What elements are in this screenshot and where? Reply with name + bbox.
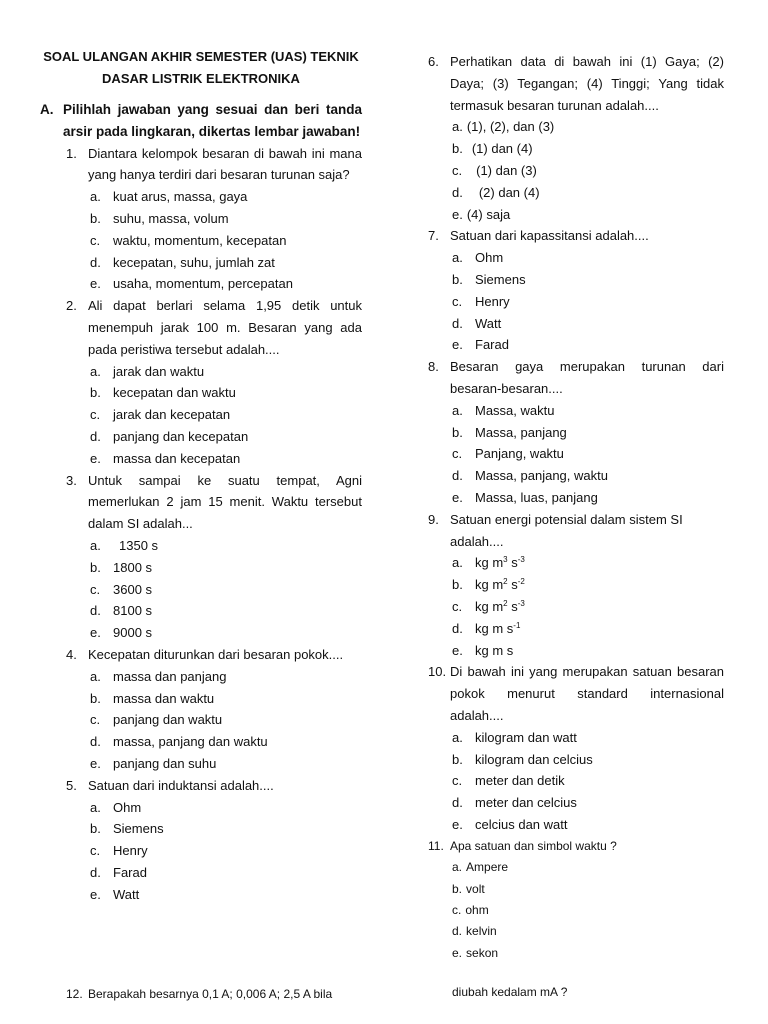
option-text: (4) saja	[466, 206, 511, 222]
option-c	[40, 840, 362, 862]
question-1-options	[40, 186, 362, 295]
title-line-2: DASAR LISTRIK ELEKTRONIKA	[102, 71, 300, 86]
option-letter: d.	[452, 924, 463, 939]
option-b	[428, 138, 724, 160]
option-d	[428, 313, 724, 335]
exponent: -2	[517, 577, 525, 587]
question-4	[40, 644, 362, 666]
option-text: kuat arus, massa, gaya	[113, 189, 248, 205]
unit-base: s	[507, 555, 518, 571]
option-letter: c.	[90, 712, 101, 728]
option-letter: b.	[452, 141, 463, 157]
option-text: panjang dan kecepatan	[113, 428, 249, 444]
option-c	[428, 596, 724, 618]
option-letter: d.	[90, 864, 101, 880]
option-d	[428, 921, 724, 942]
option-e	[40, 884, 362, 906]
question-3-options	[40, 535, 362, 644]
option-letter: a.	[452, 860, 463, 875]
option-b	[428, 749, 724, 771]
option-b	[40, 557, 362, 579]
option-c	[428, 770, 724, 792]
question-text: Satuan energi potensial dalam sistem SI adalah....	[450, 511, 683, 549]
option-a	[428, 552, 724, 574]
option-e	[40, 448, 362, 470]
exponent: -3	[517, 598, 525, 608]
option-text	[475, 574, 724, 596]
question-1	[40, 143, 362, 187]
question-2	[40, 295, 362, 360]
option-a	[40, 361, 362, 383]
question-12-continuation: diubah kedalam mA ?	[452, 985, 568, 999]
option-e	[428, 814, 724, 836]
option-letter: e.	[90, 755, 101, 771]
question-text: Satuan dari induktansi adalah....	[88, 777, 274, 793]
option-letter: e.	[90, 625, 101, 641]
option-a	[40, 535, 362, 557]
option-b	[40, 382, 362, 404]
exponent: -1	[513, 620, 521, 630]
option-letter: b.	[452, 577, 463, 593]
option-text: volt	[466, 881, 485, 896]
option-text: kilogram dan watt	[475, 729, 577, 745]
option-text: Massa, panjang	[475, 424, 567, 440]
option-d	[40, 600, 362, 622]
option-c	[40, 709, 362, 731]
question-12	[66, 984, 366, 1006]
question-number: 7.	[428, 228, 439, 244]
option-text: Ampere	[466, 860, 509, 875]
option-letter: d.	[90, 734, 101, 750]
option-letter: a.	[452, 729, 463, 745]
question-text: Apa satuan dan simbol waktu ?	[450, 838, 617, 853]
question-text: Kecepatan diturunkan dari besaran pokok....	[88, 646, 344, 662]
option-text: panjang dan suhu	[113, 755, 217, 771]
question-text: Untuk sampai ke suatu tempat, Agni memerlukan 2 jam 15 menit. Waktu tersebut dalam SI adalah...	[88, 472, 362, 532]
option-letter: e.	[90, 276, 101, 292]
unit-base: kg m	[475, 555, 504, 571]
option-text: sekon	[466, 945, 499, 960]
option-letter: d.	[452, 468, 463, 484]
question-text: Besaran gaya merupakan turunan dari besaran-besaran....	[450, 359, 724, 396]
option-text: Massa, waktu	[475, 402, 555, 418]
option-letter: c.	[452, 773, 463, 789]
question-number: 4.	[66, 646, 77, 662]
question-number: 6.	[428, 54, 439, 69]
section-instruction	[40, 99, 362, 143]
question-7	[428, 225, 724, 247]
option-letter: a.	[452, 555, 463, 571]
option-text: 1350 s	[119, 537, 159, 553]
option-a	[428, 400, 724, 422]
option-c	[428, 443, 724, 465]
exponent: 2	[503, 598, 508, 608]
option-letter: c.	[90, 407, 101, 423]
option-letter: a.	[452, 119, 463, 135]
option-text: panjang dan waktu	[113, 712, 223, 728]
option-e	[428, 487, 724, 509]
option-b	[428, 574, 724, 596]
option-d	[428, 792, 724, 814]
question-text: Perhatikan data di bawah ini (1) Gaya; (2) Daya; (3) Tegangan; (4) Tinggi; Yang tidak termasuk besaran turunan adalah....	[450, 54, 724, 113]
unit-base: kg m	[475, 577, 504, 593]
option-letter: e.	[452, 337, 463, 353]
option-text: Massa, luas, panjang	[475, 489, 598, 505]
option-e	[40, 273, 362, 295]
option-letter: b.	[452, 751, 463, 767]
option-letter: b.	[90, 385, 101, 401]
option-e	[428, 204, 724, 226]
option-letter: c.	[452, 903, 462, 918]
option-text: celcius dan watt	[475, 816, 568, 832]
option-e	[40, 622, 362, 644]
option-text: ohm	[465, 903, 489, 918]
option-text: usaha, momentum, percepatan	[113, 276, 293, 292]
option-d	[40, 862, 362, 884]
title-line-1: SOAL ULANGAN AKHIR SEMESTER (UAS) TEKNIK	[43, 49, 359, 64]
option-text: Panjang, waktu	[475, 446, 564, 462]
option-text: kelvin	[466, 924, 497, 939]
question-10-options	[428, 727, 724, 836]
option-text: Henry	[475, 293, 510, 309]
option-letter: e.	[452, 816, 463, 832]
option-letter: c.	[452, 162, 463, 178]
option-letter: b.	[452, 881, 463, 896]
option-text: 8100 s	[113, 603, 153, 619]
option-text: Farad	[113, 864, 147, 880]
option-letter: e.	[452, 642, 463, 658]
option-letter: e.	[452, 489, 463, 505]
option-text: jarak dan waktu	[113, 363, 205, 379]
option-d	[428, 618, 724, 640]
option-a	[428, 116, 724, 138]
option-letter: e.	[90, 450, 101, 466]
option-text	[475, 596, 724, 618]
option-letter: b.	[90, 210, 101, 226]
option-letter: b.	[452, 424, 463, 440]
option-letter: a.	[90, 668, 101, 684]
question-11	[428, 836, 724, 858]
option-letter: b.	[452, 271, 463, 287]
option-letter: d.	[90, 254, 101, 270]
option-letter: d.	[452, 620, 463, 636]
question-6-options	[428, 116, 724, 225]
option-letter: b.	[90, 690, 101, 706]
option-a	[428, 857, 724, 878]
option-text: (1) dan (3)	[476, 162, 537, 178]
option-letter: c.	[90, 843, 101, 859]
option-b	[428, 879, 724, 900]
option-letter: b.	[90, 821, 101, 837]
option-letter: d.	[452, 184, 463, 200]
option-a	[40, 186, 362, 208]
option-text: (1) dan (4)	[471, 141, 533, 157]
option-text: meter dan celcius	[475, 795, 577, 811]
option-letter: e.	[90, 886, 101, 902]
exponent: -3	[517, 555, 525, 565]
option-letter: e.	[452, 206, 463, 222]
question-number: 8.	[428, 359, 439, 375]
option-c	[40, 230, 362, 252]
question-number: 5.	[66, 777, 77, 793]
option-b	[428, 422, 724, 444]
option-text: 1800 s	[113, 559, 153, 575]
option-c	[428, 900, 724, 921]
question-11-options	[428, 857, 724, 963]
option-text: (2) dan (4)	[478, 184, 540, 200]
question-text: Di bawah ini yang merupakan satuan besaran pokok menurut standard internasional adalah....	[450, 664, 724, 723]
option-d	[428, 465, 724, 487]
question-number: 11.	[428, 838, 444, 853]
option-text: Watt	[113, 886, 140, 902]
section-letter: A.	[40, 102, 54, 117]
option-text: Ohm	[475, 250, 504, 266]
question-7-options	[428, 247, 724, 356]
option-letter: d.	[90, 428, 101, 444]
question-number: 9.	[428, 511, 439, 527]
question-10	[428, 661, 724, 726]
option-c	[40, 404, 362, 426]
option-text: kecepatan dan waktu	[113, 385, 236, 401]
option-a	[428, 727, 724, 749]
option-d	[428, 182, 724, 204]
option-text	[475, 618, 724, 640]
unit-base: kg m	[475, 598, 504, 614]
option-text: suhu, massa, volum	[113, 210, 229, 226]
question-number: 12.	[66, 987, 83, 1001]
option-text: jarak dan kecepatan	[113, 407, 231, 423]
question-6	[428, 51, 724, 116]
option-letter: a.	[452, 402, 463, 418]
option-c	[428, 160, 724, 182]
question-number: 2.	[66, 298, 77, 314]
option-text: waktu, momentum, kecepatan	[113, 232, 287, 248]
option-text: Massa, panjang, waktu	[475, 468, 608, 484]
question-8-options	[428, 400, 724, 509]
option-b	[40, 208, 362, 230]
option-letter: c.	[90, 581, 101, 597]
option-letter: d.	[452, 315, 463, 331]
option-d	[40, 252, 362, 274]
unit-base: s	[507, 598, 518, 614]
unit-base: s	[507, 577, 518, 593]
question-text: Satuan dari kapassitansi adalah....	[450, 228, 649, 244]
unit-base: kg m s	[475, 620, 514, 636]
instruction-text: Pilihlah jawaban yang sesuai dan beri tanda arsir pada lingkaran, dikertas lembar jawaban!	[63, 102, 362, 139]
option-text: (1), (2), dan (3)	[466, 119, 555, 135]
option-letter: b.	[90, 559, 101, 575]
option-text: 3600 s	[113, 581, 153, 597]
option-a	[428, 247, 724, 269]
option-b	[40, 688, 362, 710]
question-5	[40, 775, 362, 797]
option-letter: a.	[90, 189, 101, 205]
question-9-options	[428, 552, 724, 661]
option-letter: a.	[90, 363, 101, 379]
question-number: 10.	[428, 664, 447, 680]
option-a	[40, 797, 362, 819]
option-text: Siemens	[113, 821, 164, 837]
option-text: kg m s	[475, 642, 514, 658]
question-4-options	[40, 666, 362, 775]
option-e	[428, 334, 724, 356]
option-letter: c.	[452, 446, 463, 462]
question-2-options	[40, 361, 362, 470]
option-e	[40, 753, 362, 775]
option-text: Siemens	[475, 271, 526, 287]
option-letter: c.	[90, 232, 101, 248]
option-b	[40, 818, 362, 840]
option-b	[428, 269, 724, 291]
option-letter: d.	[452, 795, 463, 811]
question-9	[428, 509, 724, 553]
option-text: massa dan kecepatan	[113, 450, 241, 466]
option-letter: a.	[90, 799, 101, 815]
question-number: 3.	[66, 472, 77, 488]
option-text: Farad	[475, 337, 509, 353]
question-text: Diantara kelompok besaran di bawah ini mana yang hanya terdiri dari besaran turunan saja?	[88, 145, 362, 183]
option-letter: d.	[90, 603, 101, 619]
option-letter: c.	[452, 598, 463, 614]
option-text: massa, panjang dan waktu	[113, 734, 268, 750]
option-text: Ohm	[113, 799, 142, 815]
exam-title	[40, 46, 362, 90]
option-text: Henry	[113, 843, 148, 859]
question-3	[40, 470, 362, 535]
left-column	[40, 46, 362, 905]
exponent: 2	[503, 577, 508, 587]
option-letter: a.	[90, 537, 101, 553]
option-letter: a.	[452, 250, 463, 266]
option-text	[475, 552, 724, 574]
option-e	[428, 943, 724, 964]
option-text: massa dan panjang	[113, 668, 227, 684]
exponent: 3	[503, 555, 508, 565]
question-8	[428, 356, 724, 400]
option-text: massa dan waktu	[113, 690, 215, 706]
question-text: Ali dapat berlari selama 1,95 detik untuk menempuh jarak 100 m. Besaran yang ada pada peristiwa tersebut adalah....	[88, 298, 362, 357]
option-a	[40, 666, 362, 688]
option-text: Watt	[475, 315, 502, 331]
question-5-options	[40, 797, 362, 906]
option-e	[428, 640, 724, 662]
option-c	[40, 579, 362, 601]
option-c	[428, 291, 724, 313]
right-column	[428, 51, 724, 964]
option-letter: c.	[452, 293, 463, 309]
option-d	[40, 731, 362, 753]
option-text: kecepatan, suhu, jumlah zat	[113, 254, 275, 270]
option-text: kilogram dan celcius	[475, 751, 593, 767]
option-letter: e.	[452, 945, 463, 960]
question-text: Berapakah besarnya 0,1 A; 0,006 A; 2,5 A bila	[88, 987, 333, 1001]
option-d	[40, 426, 362, 448]
question-number: 1.	[66, 145, 77, 161]
option-text: 9000 s	[113, 625, 153, 641]
option-text: meter dan detik	[475, 773, 565, 789]
